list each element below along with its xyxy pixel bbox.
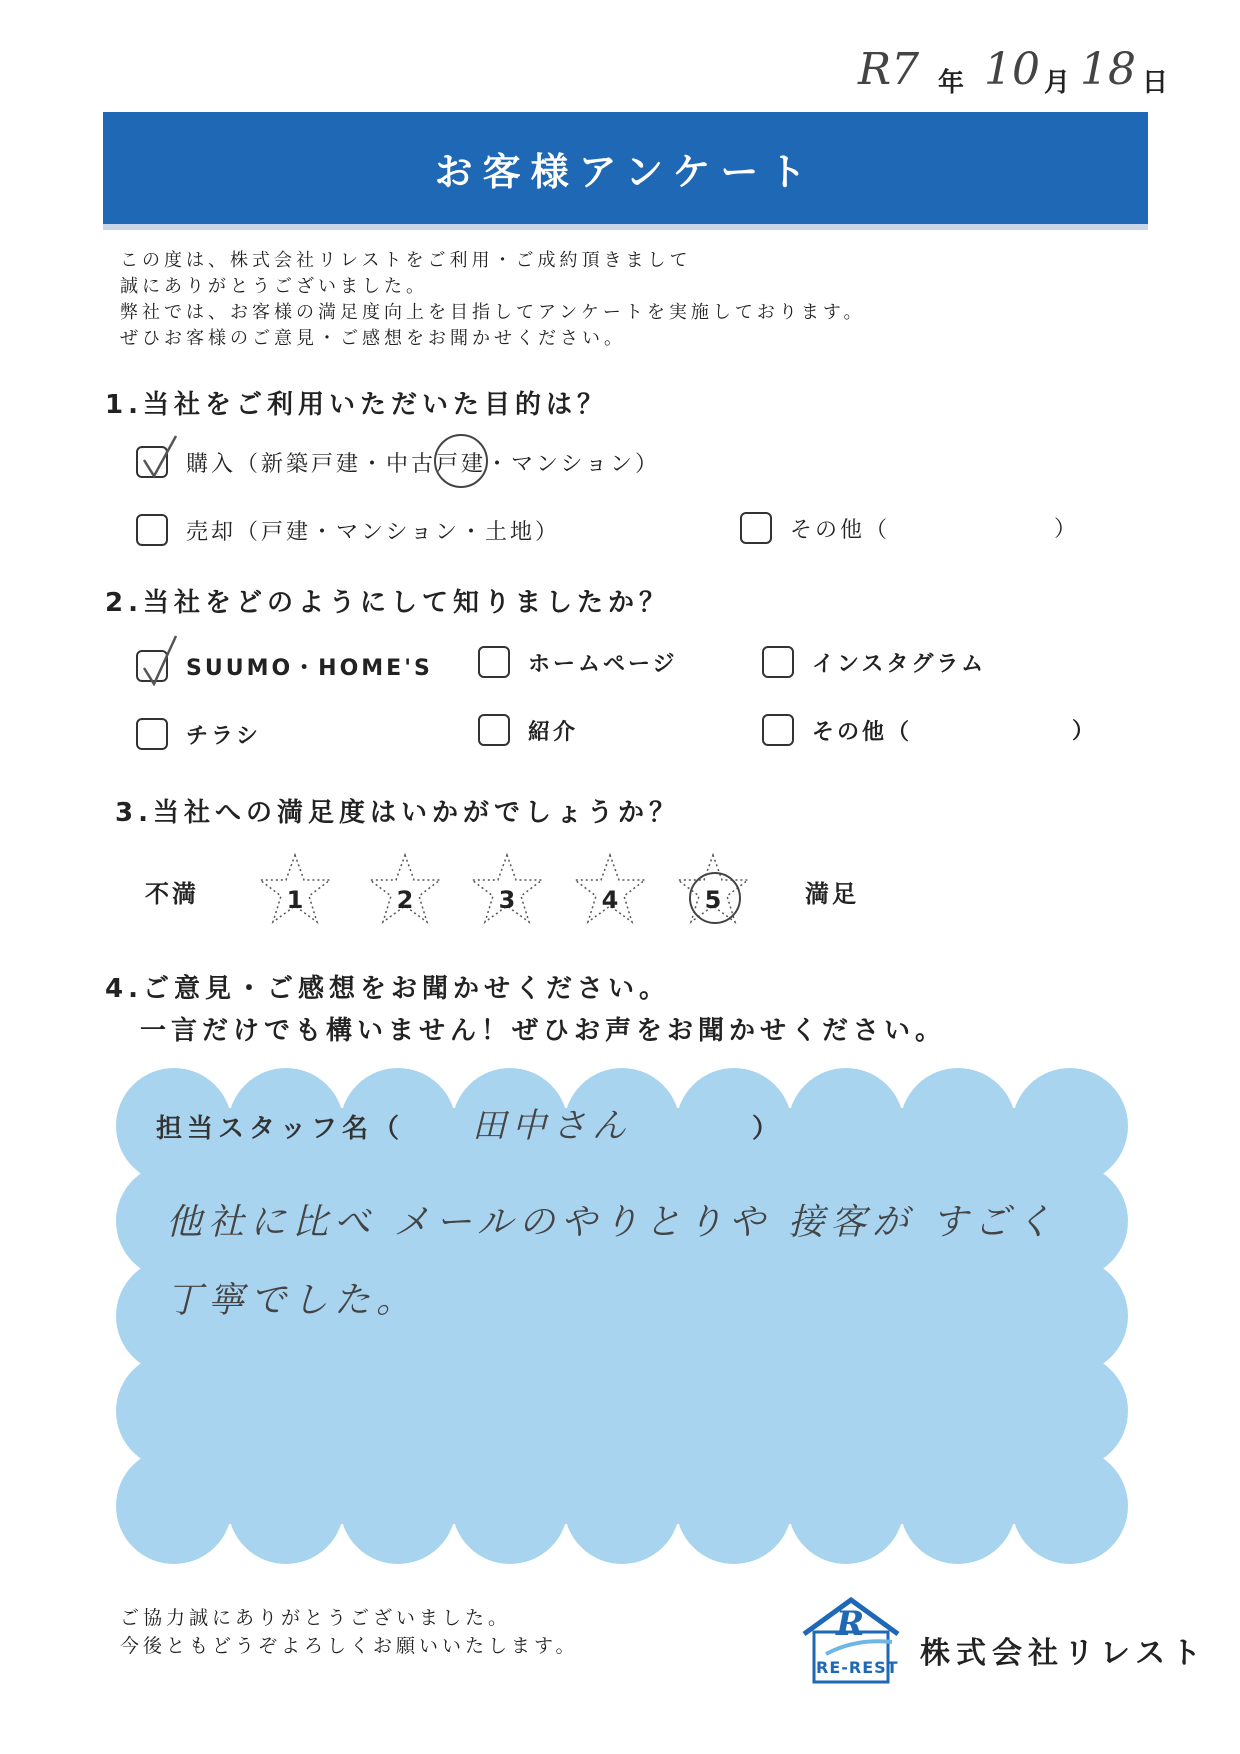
q2-other-close-paren: ） <box>1072 719 1098 744</box>
rating-star-4[interactable] <box>572 852 648 928</box>
handwritten-circle-mark <box>434 434 488 488</box>
staff-name-value: 田中さん <box>472 1106 632 1146</box>
date-era-year: R7 <box>858 44 920 95</box>
selected-rating-circle-mark <box>689 872 741 924</box>
date-day: 18 <box>1080 44 1136 95</box>
checkbox[interactable] <box>762 646 794 678</box>
logo-letter: R <box>836 1604 865 1644</box>
checkbox[interactable] <box>136 718 168 750</box>
star-number: 4 <box>601 886 619 914</box>
staff-name-label: 担当スタッフ名（ <box>156 1114 405 1144</box>
q2-option-instagram[interactable] <box>762 646 986 678</box>
thanks-line: 今後ともどうぞよろしくお願いいたします。 <box>120 1635 579 1657</box>
option-label: 紹介 <box>528 719 579 745</box>
question-4-title: 4.ご意見・ご感想をお聞かせください。 <box>105 974 670 1004</box>
question-4-subtitle: 一言だけでも構いません！ぜひお声をお聞かせください。 <box>140 1016 947 1046</box>
star-number: 3 <box>498 886 516 914</box>
option-label: 購入（新築戸建・中古戸建・マンション） <box>186 451 661 477</box>
question-2-title: 2.当社をどのようにして知りましたか？ <box>105 588 670 618</box>
q1-option-purchase[interactable] <box>136 446 660 478</box>
comment-area[interactable] <box>116 1068 1128 1564</box>
q2-option-other[interactable] <box>762 714 912 746</box>
checkbox[interactable] <box>740 512 772 544</box>
survey-date <box>858 44 1178 112</box>
option-label: SUUMO・HOME'S <box>186 655 433 681</box>
checkbox[interactable] <box>136 514 168 546</box>
checkbox[interactable] <box>478 714 510 746</box>
intro-line: 誠にありがとうございました。 <box>120 276 428 297</box>
q2-option-suumo[interactable] <box>136 650 433 682</box>
q1-other-close-paren: ） <box>1054 517 1080 542</box>
star-number: 2 <box>396 886 414 914</box>
option-label: 売却（戸建・マンション・土地） <box>186 519 561 545</box>
intro-line: この度は、株式会社リレストをご利用・ご成約頂きまして <box>120 250 692 271</box>
checkbox[interactable] <box>136 446 168 478</box>
star-number: 5 <box>704 886 722 914</box>
intro-line: 弊社では、お客様の満足度向上を目指してアンケートを実施しております。 <box>120 302 866 323</box>
star-number: 1 <box>286 886 304 914</box>
staff-name-close-paren: ） <box>752 1114 785 1144</box>
rating-low-label: 不満 <box>145 880 199 908</box>
thanks-message <box>120 1604 578 1660</box>
q2-option-referral[interactable] <box>478 714 578 746</box>
thanks-line: ご協力誠にありがとうございました。 <box>120 1607 512 1629</box>
survey-title-banner <box>103 112 1148 230</box>
q2-option-homepage[interactable] <box>478 646 678 678</box>
rating-high-label: 満足 <box>805 880 859 908</box>
checkbox[interactable] <box>136 650 168 682</box>
checkmark-icon <box>140 630 180 686</box>
date-day-label: 日 <box>1142 68 1169 98</box>
date-year-label: 年 <box>938 68 965 98</box>
option-label: その他（ <box>790 517 891 543</box>
option-label: インスタグラム <box>812 651 987 677</box>
company-name: 株式会社リレスト <box>920 1636 1208 1671</box>
option-label: チラシ <box>186 723 262 749</box>
q1-option-other[interactable] <box>740 512 890 544</box>
intro-line: ぜひお客様のご意見・ご感想をお聞かせください。 <box>120 328 626 349</box>
rating-star-5[interactable] <box>675 852 751 928</box>
checkbox[interactable] <box>478 646 510 678</box>
q1-option-sale[interactable] <box>136 514 560 546</box>
checkbox[interactable] <box>762 714 794 746</box>
logo-text: RE-REST <box>816 1658 899 1677</box>
comment-line-1: 他社に比べ メールのやりとりや 接客が すごく <box>166 1202 1058 1243</box>
date-month-label: 月 <box>1044 68 1071 98</box>
page-title: お客様アンケート <box>434 149 817 194</box>
satisfaction-rating <box>145 852 1045 932</box>
comment-line-2: 丁寧でした。 <box>166 1280 419 1321</box>
option-label: その他（ <box>812 719 913 745</box>
intro-text <box>120 248 865 352</box>
checkmark-icon <box>140 434 180 482</box>
question-1-title: 1.当社をご利用いただいた目的は？ <box>105 390 608 420</box>
company-logo <box>796 1594 906 1686</box>
date-month: 10 <box>984 44 1040 95</box>
question-3-title: 3.当社への満足度はいかがでしょうか？ <box>115 798 680 828</box>
option-label: ホームページ <box>528 651 678 677</box>
rating-star-2[interactable] <box>367 852 443 928</box>
rating-star-3[interactable] <box>469 852 545 928</box>
q2-option-flyer[interactable] <box>136 718 261 750</box>
rating-star-1[interactable] <box>257 852 333 928</box>
